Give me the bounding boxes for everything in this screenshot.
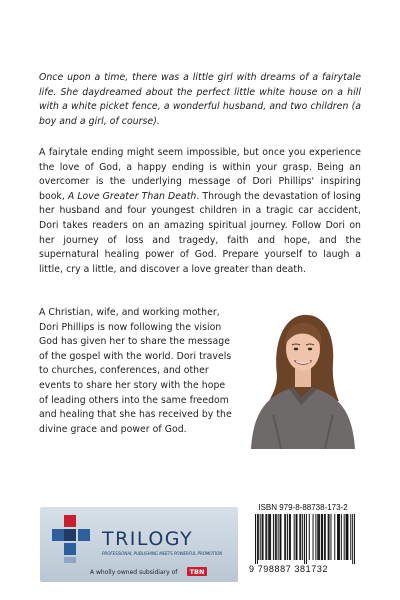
barcode-bar bbox=[338, 514, 339, 560]
barcode-bar bbox=[319, 514, 320, 560]
barcode-bar bbox=[347, 514, 348, 560]
barcode-bar bbox=[273, 514, 274, 560]
barcode-bar bbox=[285, 514, 286, 560]
barcode-bar bbox=[325, 514, 326, 560]
barcode-bar bbox=[309, 514, 310, 560]
tbn-logo-text: TBN bbox=[189, 568, 205, 576]
barcode-bar bbox=[255, 514, 256, 564]
barcode-bar bbox=[266, 514, 267, 560]
author-photo bbox=[243, 305, 361, 449]
intro-paragraph: Once upon a time, there was a little girl with dreams of a fairytale life. She daydreamed about the perfect little white house on a hill with a white picket fence, a wonderful husband, and two children (a boy and a girl, of course). bbox=[39, 72, 361, 127]
barcode-bar bbox=[287, 514, 288, 560]
barcode-bar bbox=[313, 514, 314, 560]
description-paragraph bbox=[39, 146, 361, 277]
barcode-bar bbox=[321, 514, 322, 560]
barcode-bar bbox=[280, 514, 281, 560]
author-bio: A Christian, wife, and working mother, Dori Phillips is now following the vision God has given her to share the message of the gospel with the world. Dori travels to churches, conferences, and other events to share her story with the hope of leading others into the same freedom and healing that she has received by the divine grace and power of God. bbox=[39, 307, 232, 435]
barcode-bar bbox=[276, 514, 277, 560]
barcode-bar bbox=[275, 514, 276, 560]
barcode-bar bbox=[296, 514, 297, 560]
book-title: A Love Greater Than Death bbox=[67, 190, 197, 202]
barcode-bar bbox=[344, 514, 345, 560]
barcode-bar bbox=[258, 514, 259, 560]
barcode-bar bbox=[339, 514, 340, 560]
barcode-bar bbox=[265, 514, 266, 560]
barcode-bar bbox=[269, 514, 270, 560]
publisher-logo bbox=[40, 507, 238, 582]
author-portrait-illustration bbox=[243, 305, 361, 449]
trilogy-cross-icon bbox=[52, 515, 90, 563]
barcode-bar bbox=[324, 514, 325, 560]
barcode-bar bbox=[270, 514, 271, 560]
barcode-bar bbox=[263, 514, 264, 560]
barcode-bar bbox=[290, 514, 291, 560]
description-text-start: A fairytale ending might seem impossible, but once you experience the love of God, a happy ending is within your grasp. Being an overcomer is the underlying message of Dori Phillips' inspiring book, bbox=[39, 147, 361, 202]
barcode-bar bbox=[257, 514, 258, 564]
barcode-bar bbox=[347, 514, 348, 560]
barcode-bar bbox=[328, 514, 329, 560]
barcode-bar bbox=[260, 514, 261, 560]
barcode-bar bbox=[302, 514, 303, 560]
barcode-bar bbox=[334, 514, 335, 560]
barcode-bar bbox=[317, 514, 318, 560]
barcode-bar bbox=[352, 514, 353, 564]
barcode-bar bbox=[304, 514, 305, 564]
barcode-bar bbox=[330, 514, 331, 560]
publisher-tagline: PROFESSIONAL PUBLISHING MEETS POWERFUL PROMOTION bbox=[102, 551, 223, 556]
barcode-bar bbox=[341, 514, 342, 560]
barcode-bar bbox=[329, 514, 330, 560]
barcode-bar bbox=[299, 514, 300, 560]
barcode-bar bbox=[337, 514, 338, 560]
barcode-bar bbox=[262, 514, 263, 560]
publisher-logo-panel bbox=[40, 507, 238, 582]
barcode-bar bbox=[306, 514, 307, 564]
barcode-graphic bbox=[255, 514, 355, 564]
barcode-bar bbox=[268, 514, 269, 560]
barcode-bar bbox=[350, 514, 351, 560]
barcode-digits: 9 798887 381732 bbox=[249, 564, 329, 574]
barcode-bar bbox=[315, 514, 316, 560]
barcode-bar bbox=[289, 514, 290, 560]
isbn-barcode-block bbox=[247, 500, 359, 582]
barcode-bar bbox=[280, 514, 281, 560]
publisher-name: TRILOGY bbox=[102, 528, 194, 550]
barcode-bar bbox=[318, 514, 319, 560]
isbn-label: ISBN 979-8-88738-173-2 bbox=[258, 503, 348, 512]
description-text-end: . Through the devastation of losing her husband and four youngest children in a tragic car accident, Dori takes readers on an amazing spiritual journey. Follow Dori on her journey of loss and tragedy, faith and hope, and the supernatural healing power of God. Prepare yourself to laugh a little, cry a little, and discover a love greater than death. bbox=[39, 190, 361, 275]
barcode-bar bbox=[297, 514, 298, 560]
barcode-bar bbox=[300, 514, 301, 560]
barcode-bar bbox=[354, 514, 355, 564]
barcode-bar bbox=[284, 514, 285, 560]
barcode-bar bbox=[322, 514, 323, 560]
barcode-bar bbox=[294, 514, 295, 560]
publisher-subsidiary-text: A wholly owned subsidiary of bbox=[90, 569, 178, 576]
barcode-bar bbox=[278, 514, 279, 560]
barcode-bar bbox=[346, 514, 347, 560]
